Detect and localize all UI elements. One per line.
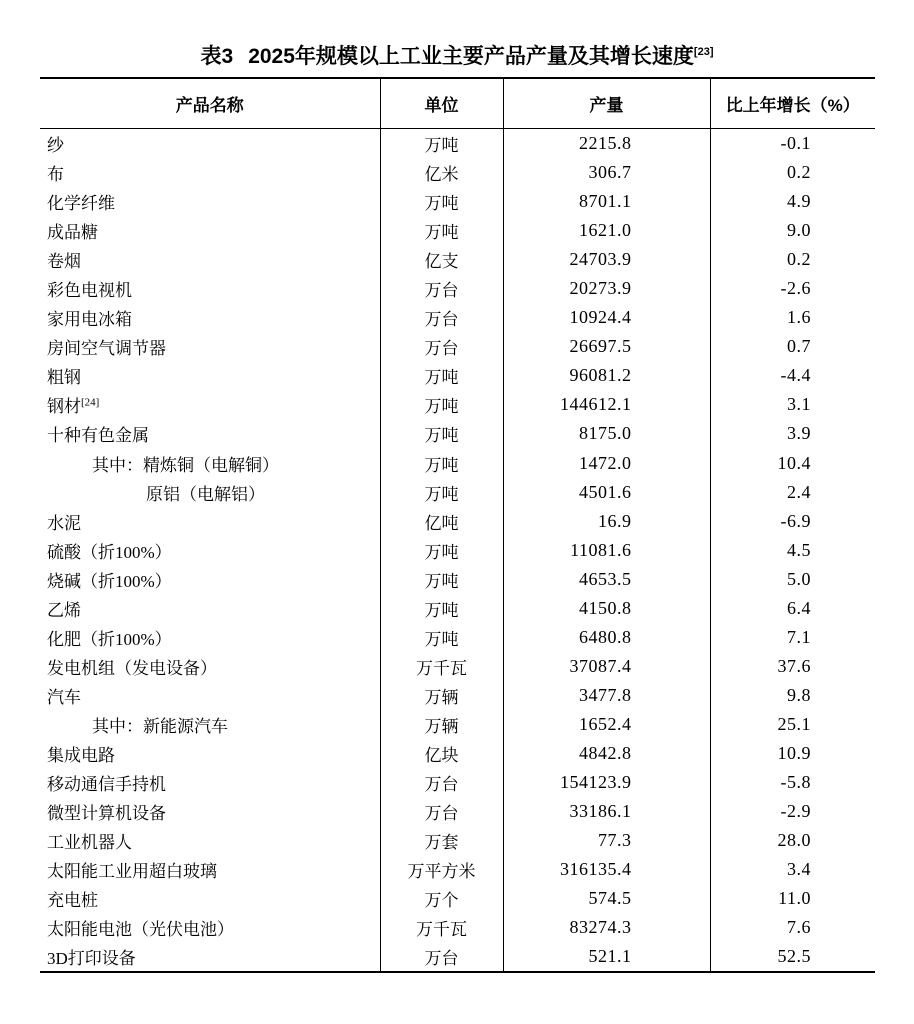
unit-cell: 万吨 [380,129,503,159]
product-name-cell [40,710,380,739]
product-name: 纱 [47,136,64,156]
table-row [40,449,875,478]
growth-cell: -0.1 [710,129,875,159]
unit-cell: 万套 [380,826,503,855]
product-name-cell [40,332,380,361]
product-name-cell [40,884,380,913]
output-cell: 83274.3 [503,913,710,942]
table-row [40,303,875,332]
table-header [40,78,875,129]
product-name-cell [40,478,380,507]
product-name: 其中：新能源汽车 [92,716,228,736]
product-name-cell [40,623,380,652]
growth-cell: 9.8 [710,681,875,710]
product-name: 集成电路 [47,746,115,765]
product-name: 太阳能电池（光伏电池） [47,920,234,940]
growth-cell: 3.1 [710,390,875,419]
unit-cell: 万吨 [380,390,503,419]
unit-cell: 万辆 [380,710,503,739]
growth-cell: 0.7 [710,332,875,361]
product-name: 十种有色金属 [47,426,149,446]
unit-cell: 万吨 [380,216,503,245]
output-cell: 316135.4 [503,855,710,884]
output-cell: 20273.9 [503,274,710,303]
output-cell: 6480.8 [503,623,710,652]
output-cell: 2215.8 [503,129,710,159]
unit-cell: 万吨 [380,361,503,390]
table-row [40,594,875,623]
table-row [40,942,875,972]
output-cell: 4150.8 [503,594,710,623]
growth-cell: 10.9 [710,739,875,768]
product-name-cell [40,419,380,448]
header-unit: 单位 [380,78,503,129]
product-name: 家用电冰箱 [47,310,132,330]
product-name-cell [40,681,380,710]
table-row [40,623,875,652]
product-name: 彩色电视机 [47,281,132,301]
growth-cell: -6.9 [710,507,875,536]
output-cell: 306.7 [503,158,710,187]
growth-cell: 7.6 [710,913,875,942]
output-cell: 574.5 [503,884,710,913]
output-cell: 1621.0 [503,216,710,245]
unit-cell: 万千瓦 [380,652,503,681]
table-row [40,216,875,245]
output-cell: 37087.4 [503,652,710,681]
product-name: 水泥 [47,513,81,533]
product-name: 汽车 [47,687,81,707]
product-name: 粗钢 [47,368,81,388]
header-product-name: 产品名称 [40,78,380,129]
growth-cell: -2.6 [710,274,875,303]
product-name: 其中：精炼铜（电解铜） [92,455,279,475]
product-name: 烧碱（折100%） [47,571,172,591]
table-row [40,245,875,274]
table-body [40,129,875,973]
product-name-cell [40,361,380,390]
table-row [40,739,875,768]
product-name-cell [40,855,380,884]
unit-cell: 万台 [380,797,503,826]
unit-cell: 万台 [380,768,503,797]
output-cell: 1472.0 [503,449,710,478]
growth-cell: 0.2 [710,245,875,274]
table-row [40,129,875,159]
table-row [40,419,875,448]
title-footnote-marker: [23] [693,46,714,58]
table-row [40,158,875,187]
table-row [40,332,875,361]
table-row [40,826,875,855]
product-name: 太阳能工业用超白玻璃 [47,862,217,882]
unit-cell: 亿吨 [380,507,503,536]
unit-cell: 万吨 [380,478,503,507]
product-name-cell [40,739,380,768]
growth-cell: 1.6 [710,303,875,332]
growth-cell: 37.6 [710,652,875,681]
table-row [40,536,875,565]
product-name-cell [40,768,380,797]
title-text: 2025年规模以上工业主要产品产量及其增长速度 [248,45,694,68]
table-row [40,565,875,594]
growth-cell: 2.4 [710,478,875,507]
unit-cell: 万台 [380,303,503,332]
output-cell: 96081.2 [503,361,710,390]
header-growth: 比上年增长（%） [710,78,875,129]
output-cell: 10924.4 [503,303,710,332]
product-name: 工业机器人 [47,833,132,853]
product-name: 3D打印设备 [47,949,136,969]
product-name-cell [40,245,380,274]
unit-cell: 万台 [380,942,503,972]
growth-cell: -4.4 [710,361,875,390]
product-name: 卷烟 [47,252,81,272]
table-row [40,797,875,826]
output-cell: 521.1 [503,942,710,972]
output-cell: 144612.1 [503,390,710,419]
products-table [40,77,875,973]
product-name: 房间空气调节器 [47,339,166,359]
product-name: 微型计算机设备 [47,804,166,824]
product-name: 发电机组（发电设备） [47,658,217,678]
output-cell: 16.9 [503,507,710,536]
output-cell: 4501.6 [503,478,710,507]
product-name: 原铝（电解铝） [146,484,265,504]
unit-cell: 亿米 [380,158,503,187]
table-row [40,913,875,942]
table-number: 表3 [200,45,234,68]
growth-cell: 52.5 [710,942,875,972]
growth-cell: 3.4 [710,855,875,884]
table-row [40,710,875,739]
output-cell: 3477.8 [503,681,710,710]
product-name-cell [40,942,380,972]
product-name-cell [40,390,380,419]
growth-cell: 3.9 [710,419,875,448]
product-name: 钢材 [47,397,81,417]
growth-cell: 10.4 [710,449,875,478]
table-row [40,274,875,303]
product-name-cell [40,594,380,623]
output-cell: 8175.0 [503,419,710,448]
product-name: 化学纤维 [47,194,115,214]
product-name-cell [40,449,380,478]
product-name-cell [40,652,380,681]
unit-cell: 万吨 [380,419,503,448]
growth-cell: 4.5 [710,536,875,565]
growth-cell: 4.9 [710,187,875,216]
table-row [40,681,875,710]
product-name: 硫酸（折100%） [47,542,172,562]
output-cell: 4842.8 [503,739,710,768]
unit-cell: 万吨 [380,536,503,565]
output-cell: 24703.9 [503,245,710,274]
growth-cell: 6.4 [710,594,875,623]
output-cell: 1652.4 [503,710,710,739]
output-cell: 154123.9 [503,768,710,797]
growth-cell: 9.0 [710,216,875,245]
table-row [40,478,875,507]
table-row [40,361,875,390]
product-name-cell [40,187,380,216]
unit-cell: 万吨 [380,594,503,623]
table-row [40,768,875,797]
product-name: 乙烯 [47,600,81,620]
table-row [40,390,875,419]
product-name-cell [40,536,380,565]
product-name-cell [40,826,380,855]
unit-cell: 万吨 [380,449,503,478]
header-row [40,78,875,129]
product-name: 成品糖 [47,223,98,243]
output-cell: 11081.6 [503,536,710,565]
unit-cell: 万台 [380,332,503,361]
output-cell: 33186.1 [503,797,710,826]
unit-cell: 万个 [380,884,503,913]
unit-cell: 万辆 [380,681,503,710]
growth-cell: 28.0 [710,826,875,855]
output-cell: 77.3 [503,826,710,855]
table-row [40,855,875,884]
product-name: 布 [47,165,64,185]
page-title [0,44,914,70]
product-name-cell [40,913,380,942]
growth-cell: -5.8 [710,768,875,797]
table-row [40,884,875,913]
table-row [40,652,875,681]
table-row [40,507,875,536]
product-name: 充电桩 [47,891,98,911]
table-row [40,187,875,216]
unit-cell: 万吨 [380,187,503,216]
product-name-cell [40,797,380,826]
unit-cell: 亿支 [380,245,503,274]
unit-cell: 万千瓦 [380,913,503,942]
product-name-cell [40,216,380,245]
output-cell: 26697.5 [503,332,710,361]
header-output: 产量 [503,78,710,129]
product-name-cell [40,303,380,332]
product-name-cell [40,129,380,159]
unit-cell: 万吨 [380,623,503,652]
product-name-cell [40,565,380,594]
growth-cell: 5.0 [710,565,875,594]
product-name-cell [40,507,380,536]
unit-cell: 万吨 [380,565,503,594]
product-name-cell [40,274,380,303]
unit-cell: 亿块 [380,739,503,768]
unit-cell: 万台 [380,274,503,303]
growth-cell: 25.1 [710,710,875,739]
growth-cell: 0.2 [710,158,875,187]
product-name: 移动通信手持机 [47,775,166,795]
unit-cell: 万平方米 [380,855,503,884]
output-cell: 8701.1 [503,187,710,216]
growth-cell: -2.9 [710,797,875,826]
growth-cell: 7.1 [710,623,875,652]
product-name-cell [40,158,380,187]
output-cell: 4653.5 [503,565,710,594]
product-name: 化肥（折100%） [47,629,172,649]
footnote-marker: [24] [81,396,100,409]
growth-cell: 11.0 [710,884,875,913]
